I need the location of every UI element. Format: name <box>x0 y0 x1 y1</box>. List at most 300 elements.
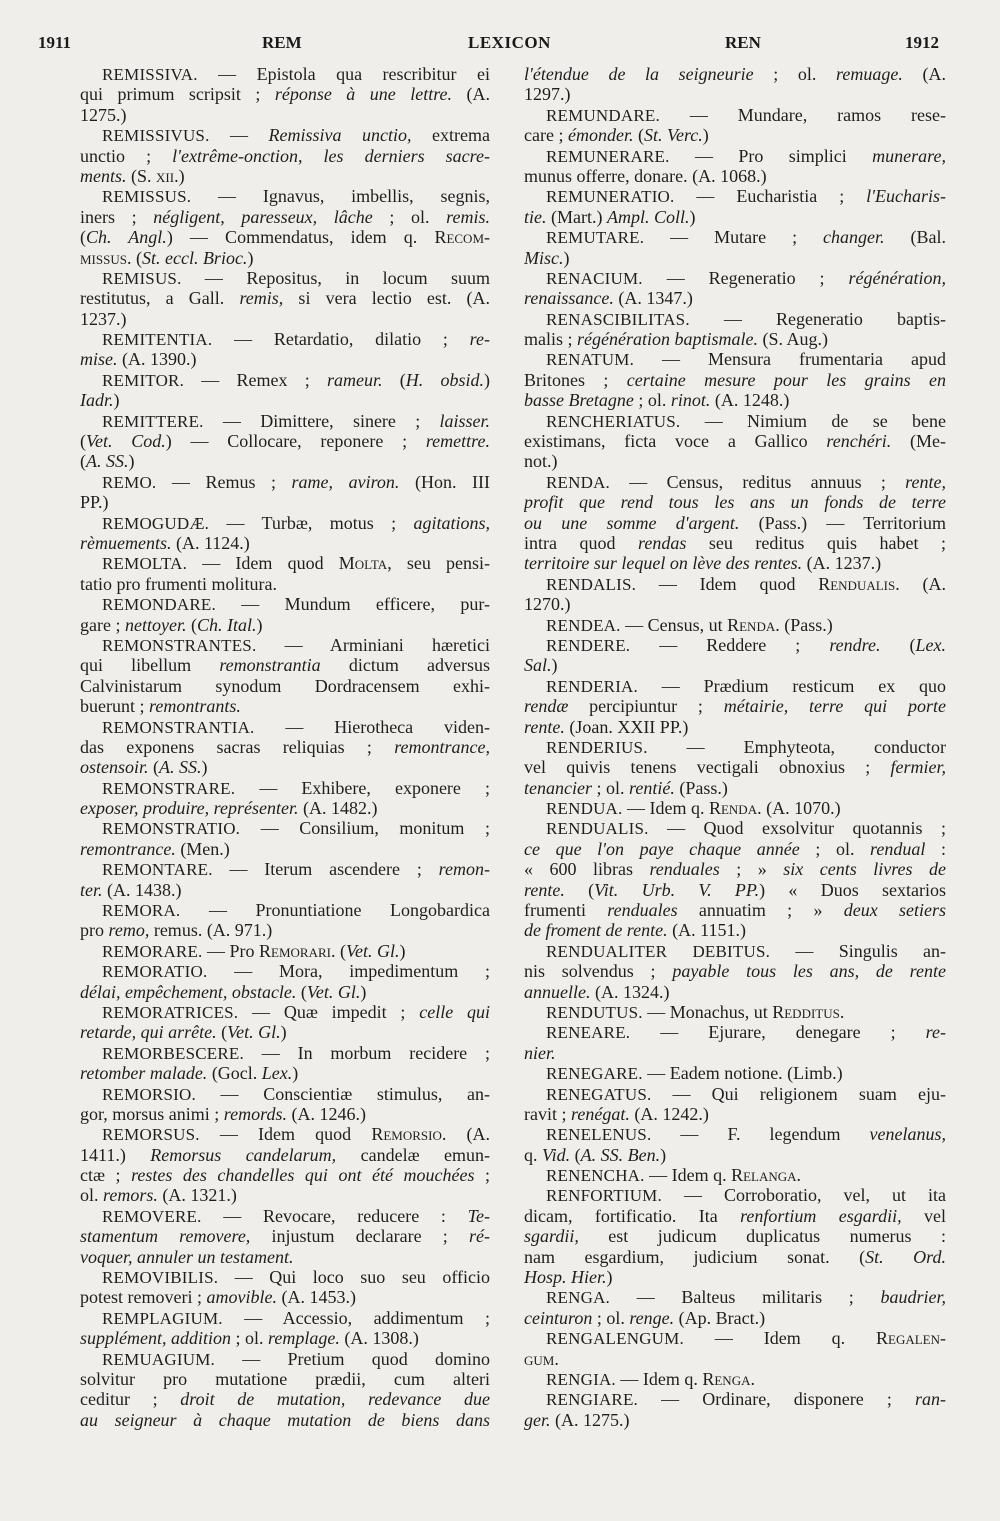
text-run: — Dimittere, sinere ; <box>203 410 440 431</box>
italic-text: fermier, <box>890 757 946 778</box>
headword: RENDERE. <box>546 635 631 655</box>
text-run: 1270.) <box>524 594 571 615</box>
text-run: — Ordinare, disponere ; <box>638 1389 915 1410</box>
text-line <box>80 1022 490 1042</box>
text-run: — In morbum recidere ; <box>243 1042 490 1063</box>
italic-text: de froment de rente. <box>524 920 668 941</box>
text-run: ceditur ; <box>80 1389 181 1410</box>
italic-text: renchéri. <box>826 431 892 452</box>
headword: REMUNDARE. <box>546 105 660 125</box>
text-run: — Mundum efficere, pur- <box>215 594 490 615</box>
text-line <box>80 961 490 981</box>
italic-text: deux setiers <box>843 900 946 921</box>
text-line <box>80 676 490 696</box>
text-run: (A. 1324.) <box>590 981 670 1002</box>
text-line <box>80 533 490 553</box>
text-run: (A. 1237.) <box>802 553 882 574</box>
text-run: ; » <box>719 859 784 880</box>
text-line <box>524 1043 946 1063</box>
italic-text: tie. <box>524 206 547 227</box>
text-line <box>80 798 490 818</box>
text-run: candelæ emun- <box>336 1144 490 1165</box>
italic-text: mise. <box>80 349 118 370</box>
headword: REMOVIBILIS. <box>102 1268 219 1288</box>
italic-text: rendas <box>638 532 687 553</box>
page-title: LEXICON <box>468 33 551 52</box>
italic-text: Lex. <box>261 1063 293 1084</box>
italic-text: voquer, annuler un testament. <box>80 1246 294 1267</box>
italic-text: métairie, terre qui porte <box>723 696 946 717</box>
text-run: ) <box>256 614 263 635</box>
headword: REMORSIO. <box>102 1084 196 1104</box>
italic-text: remettre. <box>425 431 490 452</box>
text-run: 1237.) <box>80 308 127 329</box>
headword: REMOGUDÆ. <box>102 513 210 533</box>
italic-text: rinot. <box>670 390 711 411</box>
text-run: — Regeneratio ; <box>642 267 849 288</box>
italic-text: ou une somme d'argent. <box>524 512 740 533</box>
italic-text: retarde, qui arrête. <box>80 1022 217 1043</box>
italic-text: Remissiva unctio, <box>268 125 412 146</box>
text-run: munus offerre, donare. (A. 1068.) <box>524 165 767 186</box>
italic-text: l'étendue de la seigneurie <box>524 64 754 84</box>
text-run: nis solvendus ; <box>524 961 673 982</box>
text-run: — Hierotheca viden- <box>254 716 490 737</box>
text-run: : <box>925 838 946 859</box>
text-run: — Census, ut <box>620 614 728 635</box>
text-line <box>80 553 490 573</box>
text-line <box>524 1410 946 1430</box>
text-line <box>524 268 946 288</box>
headword: REMISSIVA. <box>102 65 198 84</box>
italic-text: H. obsid. <box>405 369 484 390</box>
text-line <box>524 1063 946 1083</box>
text-run: . <box>839 1001 845 1022</box>
italic-text: remonstrantia <box>219 655 321 676</box>
text-run: ) <box>563 247 570 268</box>
headword: RENELENUS. <box>546 1125 652 1145</box>
text-run: gare ; <box>80 614 125 635</box>
text-line <box>80 859 490 879</box>
italic-text: renge. <box>629 1307 675 1328</box>
text-line <box>524 1185 946 1205</box>
headword: RENCHERIATUS. <box>546 411 681 431</box>
text-run: . <box>796 1165 802 1186</box>
text-line <box>524 655 946 675</box>
text-run: — Qui religionem suam eju- <box>651 1083 946 1104</box>
headword: RENDEA. <box>546 615 621 635</box>
text-run: — Exhibere, exponere ; <box>235 777 490 798</box>
text-run: ) <box>606 1267 613 1288</box>
text-run: unctio ; <box>80 145 173 166</box>
italic-text: rendæ <box>524 696 569 717</box>
italic-text: nier. <box>524 1042 556 1063</box>
text-line <box>80 1002 490 1022</box>
text-run: ) <box>113 390 120 411</box>
text-line <box>80 1247 490 1267</box>
italic-text: St. Verc. <box>643 125 703 146</box>
text-line <box>524 757 946 777</box>
text-line <box>80 329 490 349</box>
text-line <box>80 1267 490 1287</box>
text-run: (A. 1347.) <box>613 288 693 309</box>
text-line <box>80 1165 490 1185</box>
text-run: . <box>750 1369 755 1389</box>
text-line <box>80 615 490 635</box>
text-line <box>80 696 490 716</box>
text-run: — Revocare, reducere : <box>201 1205 468 1226</box>
headword: REMITENTIA. <box>102 330 213 350</box>
text-run: — Turbæ, motus ; <box>209 512 414 533</box>
italic-text: renduales <box>607 900 678 921</box>
text-run: (A. 1151.) <box>667 920 746 941</box>
small-caps-text: Recom- <box>434 227 490 248</box>
italic-text: remis, <box>239 288 284 309</box>
text-run: — Accessio, addimentum ; <box>222 1307 490 1328</box>
text-line <box>80 1308 490 1328</box>
text-run: ; ol. <box>231 1328 269 1349</box>
text-line <box>524 533 946 553</box>
headword: REMORSUS. <box>102 1125 200 1145</box>
text-run: ( <box>633 125 644 146</box>
text-run: — Quod exsolvitur quotannis ; <box>648 818 946 839</box>
text-line <box>524 1308 946 1328</box>
italic-text: rendre. <box>829 634 881 655</box>
italic-text: Ch. Ital. <box>196 614 257 635</box>
headword: REMONSTRATIO. <box>102 819 241 839</box>
text-run: (A. 1438.) <box>102 879 182 900</box>
italic-text: renfortium esgardii, <box>740 1205 902 1226</box>
text-line <box>80 1124 490 1144</box>
text-line <box>524 900 946 920</box>
text-run: vel <box>901 1205 946 1226</box>
headword: REMITOR. <box>102 370 185 390</box>
small-caps-text: Renda <box>727 614 776 635</box>
text-line <box>524 1267 946 1287</box>
text-run: — Mutare ; <box>644 227 824 248</box>
text-run: ) — Collocare, reponere ; <box>165 431 426 452</box>
text-run: ) <box>551 655 558 676</box>
text-run: — Iterum ascendere ; <box>212 859 439 880</box>
text-run: (Mart.) <box>546 206 607 227</box>
text-line <box>524 1328 946 1348</box>
text-line <box>524 166 946 186</box>
text-line <box>524 1349 946 1369</box>
headword: RENDERIA. <box>546 676 638 696</box>
italic-text: profit que rend tous les ans un fonds de terre <box>524 492 946 513</box>
text-run: 1411.) <box>80 1144 151 1165</box>
text-run: ) <box>360 981 367 1002</box>
text-run: — Idem q. <box>615 1369 703 1389</box>
headword: REMISSIVUS. <box>102 126 210 146</box>
text-line <box>80 1349 490 1369</box>
text-line <box>80 880 490 900</box>
italic-text: remon- <box>438 859 490 880</box>
italic-text: territoire sur lequel on lève des rentes. <box>524 553 803 574</box>
small-caps-text: Redditus <box>772 1001 840 1022</box>
text-run: ) <box>247 247 254 268</box>
text-line <box>80 1084 490 1104</box>
italic-text: ments. <box>80 165 127 186</box>
small-caps-text: Remorari <box>259 940 331 961</box>
small-caps-text: Renda <box>708 798 758 819</box>
text-run: — Monachus, ut <box>642 1001 773 1022</box>
text-line <box>80 451 490 471</box>
headword: RENGIA. <box>546 1370 616 1389</box>
italic-text: ostensoir. <box>80 757 149 778</box>
headword: RENEARE. <box>546 1023 631 1043</box>
headword: REMITTERE. <box>102 411 204 431</box>
text-line <box>80 146 490 166</box>
text-line <box>524 737 946 757</box>
text-run: not.) <box>524 451 558 472</box>
text-run: ( <box>80 431 86 452</box>
text-line <box>524 1145 946 1165</box>
italic-text: sgardii, <box>524 1226 579 1247</box>
text-run: — Mora, impedimentum ; <box>207 961 490 982</box>
text-line <box>524 1247 946 1267</box>
text-run: ( <box>564 879 595 900</box>
italic-text: basse Bretagne <box>524 390 634 411</box>
text-line <box>524 1369 946 1389</box>
headword: RENDA. <box>546 472 611 492</box>
text-line <box>80 1063 490 1083</box>
text-run: frumenti <box>524 900 608 921</box>
text-line <box>80 1043 490 1063</box>
text-run: ) <box>280 1022 287 1043</box>
text-run: ( <box>216 1022 228 1043</box>
headword: RENDALIS. <box>546 574 637 594</box>
small-caps-text: missus <box>80 247 127 268</box>
text-line <box>80 431 490 451</box>
italic-text: renégat. <box>571 1103 630 1124</box>
text-line <box>80 370 490 390</box>
text-line <box>524 717 946 737</box>
italic-text: annuelle. <box>524 981 591 1002</box>
italic-text: ré- <box>469 1226 490 1247</box>
small-caps-text: Relanga <box>731 1165 797 1186</box>
text-run: — Retardatio, dilatio ; <box>212 329 470 350</box>
text-line <box>524 329 946 349</box>
text-run: (A. 1321.) <box>157 1185 237 1206</box>
text-run: dictum adversus <box>320 655 490 676</box>
text-run: — Epistola qua rescribitur ei <box>197 64 490 84</box>
text-line <box>80 390 490 410</box>
text-run: qui primum scripsit ; <box>80 84 275 105</box>
text-run: potest removeri ; <box>80 1287 207 1308</box>
italic-text: Misc. <box>524 247 564 268</box>
text-line <box>524 594 946 614</box>
italic-text: réponse à une lettre. <box>274 84 453 105</box>
text-run: — Ignavus, imbellis, segnis, <box>191 186 490 207</box>
italic-text: rendual <box>870 838 926 859</box>
italic-text: remors. <box>103 1185 158 1206</box>
text-run: ( <box>382 369 406 390</box>
text-run: . ( <box>126 247 142 268</box>
headword: REMUNERATIO. <box>546 187 675 207</box>
text-run: ) <box>483 369 490 390</box>
text-line <box>524 553 946 573</box>
text-run: — Census, reditus annuus ; <box>610 471 906 492</box>
headword: RENGIARE. <box>546 1390 638 1410</box>
italic-text: A. SS. <box>86 451 129 472</box>
italic-text: rameur. <box>326 369 383 390</box>
text-run: extrema <box>411 125 490 146</box>
text-run: ) <box>399 940 406 961</box>
italic-text: baudrier, <box>880 1287 946 1308</box>
headword: REMORA. <box>102 901 181 921</box>
text-run: ) <box>702 125 709 146</box>
text-run: ) <box>689 206 696 227</box>
italic-text: re- <box>925 1022 946 1043</box>
headword: REMORATRICES. <box>102 1002 239 1022</box>
text-line <box>524 349 946 369</box>
text-line <box>524 288 946 308</box>
italic-text: remontrants. <box>149 696 241 717</box>
text-line <box>524 982 946 1002</box>
headword: REMISUS. <box>102 268 182 288</box>
italic-text: ger. <box>524 1409 551 1430</box>
italic-text: rèmuements. <box>80 532 172 553</box>
text-line <box>80 268 490 288</box>
text-run: 1297.) <box>524 84 571 105</box>
text-run: — Remex ; <box>184 369 327 390</box>
headword: REMORARE. <box>102 941 203 961</box>
italic-text: Ampl. Coll. <box>606 206 690 227</box>
text-line <box>80 166 490 186</box>
text-line <box>80 1389 490 1409</box>
small-caps-text: Renga <box>702 1369 751 1389</box>
headword: RENASCIBILITAS. <box>546 309 690 329</box>
text-line <box>524 1124 946 1144</box>
text-run: ) <box>660 1144 667 1165</box>
text-line <box>524 513 946 533</box>
text-run: — Nimium de se bene <box>680 410 946 431</box>
text-line <box>524 248 946 268</box>
text-run: tatio pro frumenti molitura. <box>80 573 277 594</box>
headword: RENDUALITER DEBITUS. <box>546 941 771 961</box>
text-run: PP.) <box>80 492 109 513</box>
text-line <box>524 676 946 696</box>
text-line <box>524 920 946 940</box>
italic-text: l'extrême-onction, les derniers sacre- <box>172 145 490 166</box>
text-run: ( <box>880 634 916 655</box>
text-run: vel quivis tenens vectigali obnoxius ; <box>524 757 891 778</box>
text-run: das exponens sacras reliquias ; <box>80 736 395 757</box>
headword: REMORATIO. <box>102 962 208 982</box>
text-line <box>524 431 946 451</box>
text-line <box>524 1226 946 1246</box>
text-run: Calvinistarum synodum Dordracensem exhi- <box>80 675 490 696</box>
text-run: q. <box>524 1144 542 1165</box>
headword: REMORBESCERE. <box>102 1043 244 1063</box>
italic-text: émonder. <box>567 125 634 146</box>
text-run: — Mensura frumentaria apud <box>634 349 946 370</box>
italic-text: laisser. <box>439 410 490 431</box>
italic-text: remontrance, <box>394 736 490 757</box>
text-line <box>524 615 946 635</box>
text-run: ) — Commendatus, idem q. <box>166 227 435 248</box>
text-run: ctæ ; <box>80 1165 132 1186</box>
italic-text: renaissance. <box>524 288 614 309</box>
text-run: « 600 libras <box>524 859 650 880</box>
text-run: (Ap. Bract.) <box>674 1307 766 1328</box>
text-line <box>524 125 946 145</box>
text-line <box>524 492 946 512</box>
text-line <box>80 207 490 227</box>
italic-text: remuage. <box>836 64 903 84</box>
text-run: pro <box>80 920 109 941</box>
text-run: (Pass.) <box>674 777 728 798</box>
text-run: ( <box>148 757 160 778</box>
text-run: . (Pass.) <box>775 614 833 635</box>
headword: RENACIUM. <box>546 268 643 288</box>
italic-text: nettoyer. <box>124 614 187 635</box>
text-line <box>524 370 946 390</box>
italic-text: rente. <box>524 716 565 737</box>
headword: REMISSUS. <box>102 187 192 207</box>
headword: RENDUALIS. <box>546 819 649 839</box>
text-run: ol. <box>80 1185 104 1206</box>
italic-text: Vit. Urb. V. PP. <box>594 879 760 900</box>
text-line <box>80 349 490 369</box>
text-run: — F. legendum <box>651 1124 870 1145</box>
text-run: ) <box>201 757 208 778</box>
italic-text: Vet. Gl. <box>306 981 361 1002</box>
text-line <box>524 451 946 471</box>
text-line <box>524 859 946 879</box>
headword: RENEGATUS. <box>546 1084 652 1104</box>
headword: REMUNERARE. <box>546 146 670 166</box>
italic-text: tenancier <box>524 777 592 798</box>
text-line <box>524 1002 946 1022</box>
text-run: — Conscientiæ stimulus, an- <box>195 1083 490 1104</box>
text-line <box>80 1145 490 1165</box>
text-line <box>80 1328 490 1348</box>
text-line <box>524 839 946 859</box>
headword: RENDERIUS. <box>546 737 648 757</box>
text-run: annuatim ; » <box>677 900 844 921</box>
page-number-left: 1911 <box>38 33 72 52</box>
text-run: si vera lectio est. (A. <box>283 288 490 309</box>
text-line <box>80 1185 490 1205</box>
headword: REMONSTRANTES. <box>102 635 257 655</box>
text-run: — Regeneratio baptis- <box>689 308 946 329</box>
headword: REMONTARE. <box>102 860 213 880</box>
italic-text: rentié. <box>629 777 675 798</box>
headword: REMOLTA. <box>102 554 188 574</box>
text-line <box>80 84 490 104</box>
text-run: (Joan. XXII PP.) <box>564 716 689 737</box>
italic-text: Vid. <box>542 1144 571 1165</box>
text-line <box>80 1410 490 1430</box>
text-run: — Eucharistia ; <box>674 186 867 207</box>
text-run: ) <box>128 451 135 472</box>
italic-text: stamentum removere, <box>80 1226 251 1247</box>
text-line <box>524 1389 946 1409</box>
left-column <box>80 64 490 1430</box>
text-run: — Idem quod <box>636 573 819 594</box>
italic-text: re- <box>469 329 490 350</box>
text-run: — Idem q. <box>683 1328 876 1349</box>
text-line <box>80 655 490 675</box>
text-line <box>524 941 946 961</box>
text-run: — Remus ; <box>156 471 292 492</box>
text-run: — Repositus, in locum suum <box>181 267 490 288</box>
italic-text: remplage. <box>268 1328 340 1349</box>
text-run: malis ; <box>524 329 577 350</box>
italic-text: Iadr. <box>80 390 114 411</box>
